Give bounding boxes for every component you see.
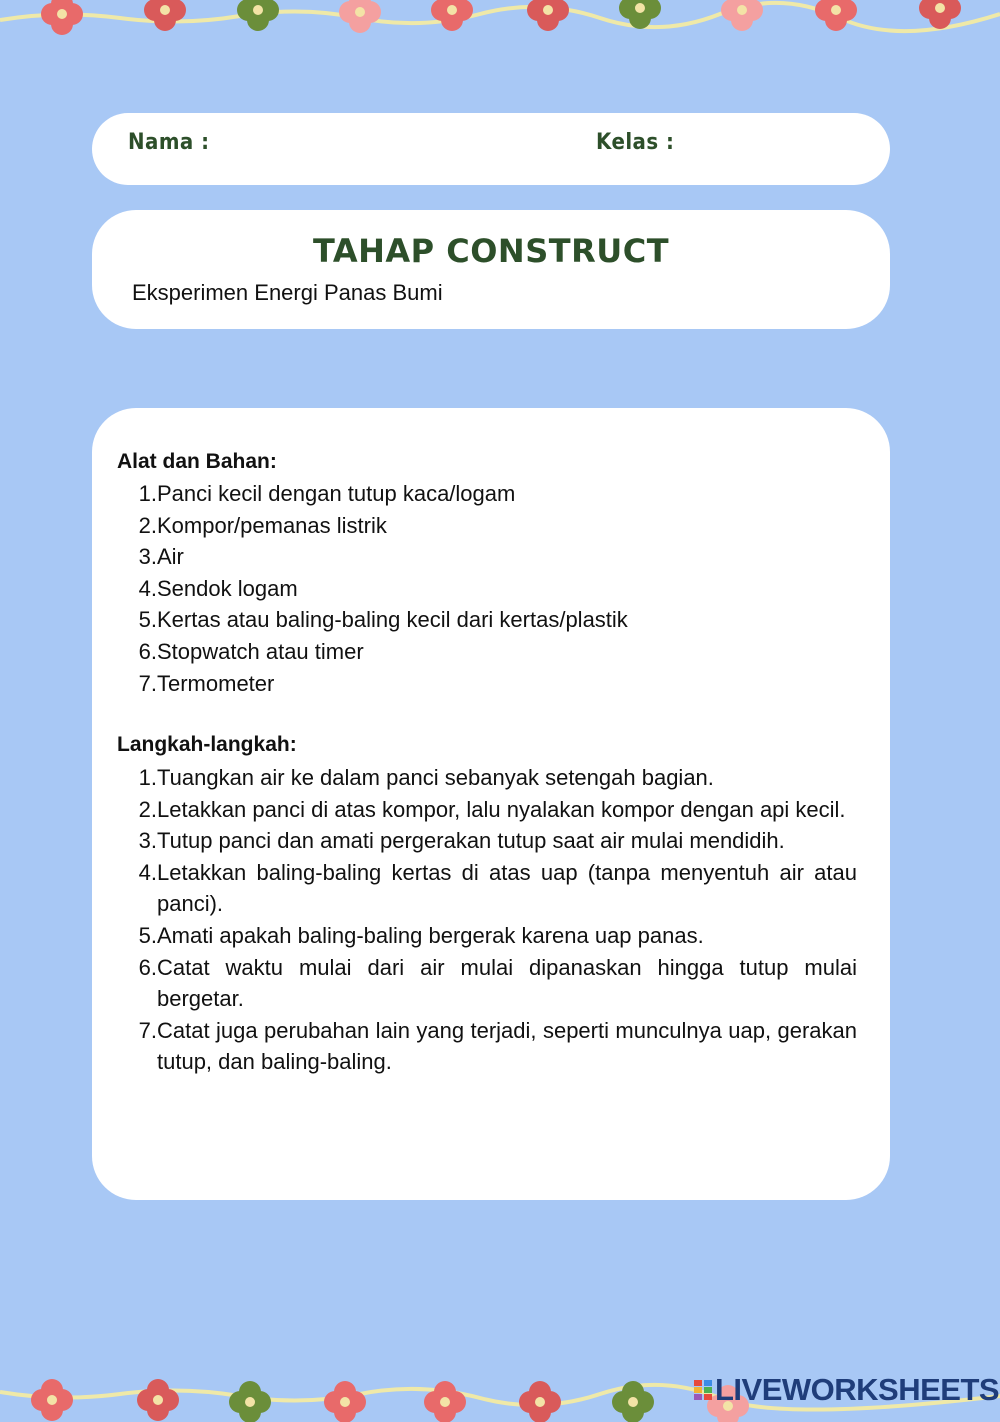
list-item-text: Sendok logam [157, 575, 298, 601]
list-item-text: Termometer [157, 670, 275, 696]
flower-icon [721, 0, 763, 31]
list-item-number: 5. [138, 607, 157, 633]
list-item-text: Catat waktu mulai dari air mulai dipanaskan hingga tutup mulai bergetar. [157, 954, 857, 1012]
flower-icon [527, 0, 569, 31]
list-item-text: Stopwatch atau timer [157, 638, 364, 664]
flower-icon [324, 1381, 366, 1422]
list-item-number: 6. [138, 638, 157, 664]
list-item [117, 541, 857, 573]
list-item [117, 1015, 857, 1078]
flower-icon [144, 0, 186, 31]
list-item [117, 510, 857, 542]
flower-icon [424, 1381, 466, 1422]
list-item [117, 604, 857, 636]
flower-icon [137, 1379, 179, 1421]
flower-icon [431, 0, 473, 31]
page-title: TAHAP CONSTRUCT [312, 232, 670, 270]
list-item [117, 920, 857, 952]
list-item [117, 794, 857, 826]
list-item-text: Tuangkan air ke dalam panci sebanyak setengah bagian. [157, 765, 714, 790]
list-item-number: 3. [138, 544, 157, 570]
flower-icon [519, 1381, 561, 1422]
list-item-text: Kertas atau baling-baling kecil dari kertas/plastik [157, 607, 628, 633]
list-item [117, 952, 857, 1015]
list-item-number: 2. [138, 796, 157, 822]
list-item-number: 2. [138, 512, 157, 538]
content-card [92, 408, 890, 1200]
list-item [117, 668, 857, 700]
flower-icon [237, 0, 279, 31]
list-item [117, 573, 857, 605]
steps-list [117, 762, 857, 1078]
list-item [117, 857, 857, 920]
list-item [117, 825, 857, 857]
list-item-number: 6. [138, 954, 157, 980]
logo-mark-icon [694, 1376, 712, 1404]
name-class-card [92, 113, 890, 185]
list-item-number: 3. [138, 828, 157, 854]
list-item-text: Kompor/pemanas listrik [157, 512, 387, 538]
list-item-text: Air [157, 544, 184, 570]
list-item [117, 636, 857, 668]
list-item-number: 5. [138, 922, 157, 948]
list-item-number: 1. [138, 765, 157, 790]
flower-icon [41, 0, 83, 35]
flower-border-top [0, 0, 1000, 42]
list-item [117, 762, 857, 794]
list-item-text: Letakkan baling-baling kertas di atas uap (tanpa menyentuh air atau panci). [157, 859, 857, 917]
liveworksheets-logo[interactable] [694, 1370, 999, 1410]
flower-icon [31, 1379, 73, 1421]
materials-list [117, 478, 857, 699]
flower-icon [229, 1381, 271, 1422]
nama-label: Nama : [128, 130, 210, 155]
title-card [92, 210, 890, 329]
materials-heading: Alat dan Bahan: [117, 450, 277, 473]
list-item-number: 7. [138, 1017, 157, 1043]
list-item-number: 4. [138, 859, 157, 885]
list-item-number: 1. [138, 481, 157, 506]
page-subtitle: Eksperimen Energi Panas Bumi [132, 280, 443, 305]
flower-icon [339, 0, 381, 33]
list-item-text: Amati apakah baling-baling bergerak karena uap panas. [157, 922, 704, 948]
flower-icon [815, 0, 857, 31]
list-item-number: 4. [138, 575, 157, 601]
list-item-number: 7. [138, 670, 157, 696]
list-item-text: Panci kecil dengan tutup kaca/logam [157, 481, 516, 506]
kelas-label: Kelas : [596, 130, 675, 155]
list-item-text: Tutup panci dan amati pergerakan tutup saat air mulai mendidih. [157, 828, 785, 854]
list-item-text: Letakkan panci di atas kompor, lalu nyalakan kompor dengan api kecil. [157, 796, 846, 822]
logo-text: LIVEWORKSHEETS [715, 1372, 1000, 1407]
steps-heading: Langkah-langkah: [117, 733, 297, 756]
list-item-text: Catat juga perubahan lain yang terjadi, seperti munculnya uap, gerakan tutup, dan baling-baling. [157, 1017, 857, 1075]
list-item [117, 478, 857, 510]
